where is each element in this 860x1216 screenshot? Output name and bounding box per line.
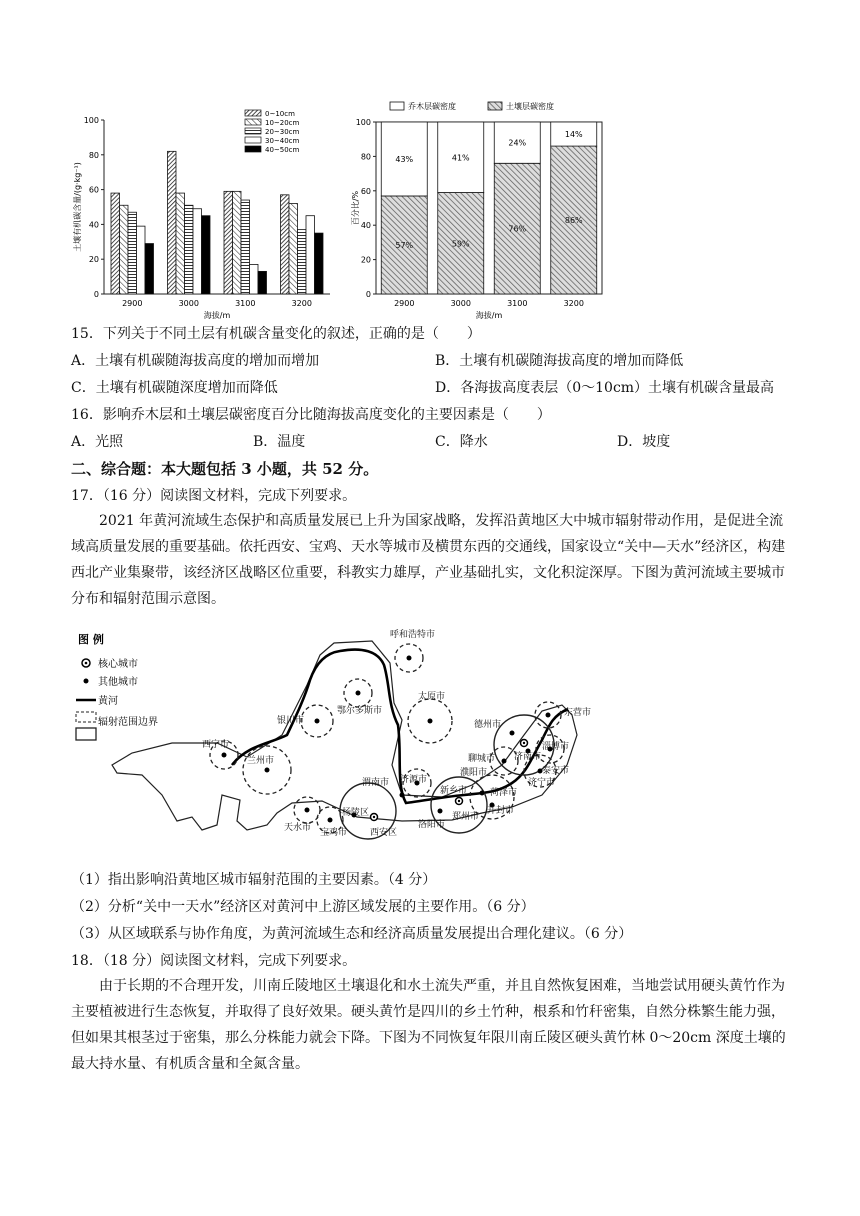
x-tick-label: 3200 (291, 299, 312, 308)
q17-passage: 2021 年黄河流域生态保护和高质量发展已上升为国家战略，发挥沿黄地区大中城市辐射带动作用，是促进全流域高质量发展的重要基础。依托西安、宝鸡、天水等城市及横贯东西的交通线，国家设立“关中—天水”经济区，构建西北产业集聚带，该经济区战略区位重要，科教实力雄厚，产业基础扎实，文化积淀深厚。下图为黄河流域主要城市分布和辐射范围示意图。 (71, 513, 786, 607)
bar-2900-40~50cm (145, 244, 154, 294)
bar-3000-40~50cm (202, 216, 211, 294)
q17-sub-3: （3）从区域联系与协作角度，为黄河流域生态和经济高质量发展提出合理化建议。（6 分） (71, 926, 633, 942)
bar-2900-20~30cm (128, 212, 137, 294)
x-tick-label: 3000 (178, 299, 199, 308)
question-18: 18．（18 分）阅读图文材料，完成下列要求。 (71, 953, 357, 969)
y-tick-label: 80 (88, 150, 99, 160)
bar-3200-30~40cm (306, 216, 315, 294)
label-dezhou: 德州市 (474, 720, 502, 730)
x-tick-label: 3000 (450, 299, 471, 308)
y-axis-label: 土壤有机碳含量/(g·kg⁻¹) (73, 162, 82, 252)
soil-data-label: 57% (395, 240, 414, 250)
legend-swatch (245, 137, 261, 143)
label-lanzhou: 兰州市 (247, 756, 275, 766)
x-tick-label: 2900 (122, 299, 143, 308)
q17-sub-2: （2）分析“关中一天水”经济区对黄河中上游区域发展的主要作用。（6 分） (71, 899, 535, 915)
q18-passage: 由于长期的不合理开发，川南丘陵地区土壤退化和水土流失严重，并且自然恢复困难，当地尝试用硬头黄竹作为主要植被进行生态恢复，并取得了良好效果。硬头黄竹是四川的乡土竹种，根系和竹秆密集，自然分株繁生能力强，但如果其根茎过于密集，那么分株能力就会下降。下图为不同恢复年限川南丘陵区硬头黄竹林 0～20cm 深度土壤的最大持水量、有机质含量和全氮含量。 (71, 978, 786, 1072)
q15-option-d: D．各海拔高度表层（0～10cm）土壤有机碳含量最高 (435, 380, 775, 396)
y-tick-label: 80 (360, 152, 371, 162)
q17-sub-1: （1）指出影响沿黄地区城市辐射范围的主要因素。（4 分） (71, 872, 437, 888)
q16-option-d: D．坡度 (617, 434, 671, 450)
question-16: 16．影响乔木层和土壤层碳密度百分比随海拔高度变化的主要因素是（ ） (71, 407, 551, 423)
q15-option-b: B．土壤有机碳随海拔高度的增加而降低 (435, 353, 684, 369)
yellow-river-map (72, 625, 632, 840)
legend-other-city: 其他城市 (98, 677, 138, 688)
q16-option-a: A．光照 (71, 434, 124, 450)
label-xian: 西安区 (370, 828, 398, 838)
bar-3200-20~30cm (298, 230, 307, 294)
bar-2900-0~10cm (111, 193, 120, 294)
legend-river: 黄河 (98, 696, 118, 707)
label-xinxiang: 新乡市 (440, 786, 468, 796)
legend-boundary: 辐射范围边界 (98, 717, 158, 728)
x-axis-label: 海拔/m (203, 311, 231, 320)
bar-3100-0~10cm (224, 191, 233, 294)
q15-option-a: A．土壤有机碳随海拔高度的增加而增加 (71, 353, 320, 369)
label-baoji: 宝鸡市 (320, 828, 348, 838)
label-dongying: 东营市 (564, 708, 592, 718)
legend-title: 图 例 (78, 633, 104, 646)
q16-option-c: C．降水 (435, 434, 488, 450)
label-heze: 菏泽市 (490, 788, 518, 798)
legend-swatch (245, 146, 261, 152)
label-tianshui: 天水市 (284, 823, 312, 833)
soil-data-label: 59% (451, 239, 470, 249)
label-kaifeng: 开封市 (487, 806, 515, 816)
bar-3100-20~30cm (241, 200, 250, 294)
legend-core-city: 核心城市 (98, 659, 138, 670)
label-jinan: 济南市 (514, 752, 542, 762)
tree-data-label: 14% (564, 130, 583, 140)
y-tick-label: 20 (88, 255, 99, 265)
basin-outline (112, 641, 577, 830)
bar-2900-30~40cm (137, 226, 146, 294)
section-heading: 二、综合题：本大题包括 3 小题，共 52 分。 (71, 460, 379, 478)
bar-3200-0~10cm (281, 195, 290, 294)
x-tick-label: 2900 (394, 299, 415, 308)
x-tick-label: 3200 (563, 299, 584, 308)
legend-swatch (245, 110, 261, 116)
bar-3000-30~40cm (193, 209, 202, 294)
map-legend (76, 632, 158, 740)
label-zhengzhou: 郑州市 (452, 812, 480, 822)
tree-data-label: 43% (395, 154, 414, 164)
tree-data-label: 24% (508, 138, 527, 148)
y-tick-label: 100 (83, 116, 99, 125)
y-tick-label: 40 (360, 221, 371, 231)
legend-label: 0~10cm (265, 110, 295, 118)
bar-3000-10~20cm (176, 193, 185, 294)
bar-3000-0~10cm (168, 151, 177, 294)
bar-2900-10~20cm (120, 205, 129, 294)
bar-3100-10~20cm (233, 191, 242, 294)
q16-option-b: B．温度 (253, 434, 306, 450)
label-weinan: 渭南市 (362, 778, 390, 788)
label-luoyang: 洛阳市 (418, 820, 446, 830)
bar-3000-20~30cm (185, 205, 194, 294)
legend-swatch (245, 128, 261, 134)
y-tick-label: 40 (88, 220, 99, 230)
q15-option-c: C．土壤有机碳随深度增加而降低 (71, 380, 278, 396)
label-huhehaote: 呼和浩特市 (390, 630, 436, 640)
bar-3200-40~50cm (315, 233, 324, 294)
legend-label: 10~20cm (265, 119, 300, 127)
y-tick-label: 0 (93, 290, 99, 299)
y-tick-label: 60 (360, 186, 371, 196)
label-zibo: 淄博市 (542, 742, 570, 752)
soil-data-label: 76% (508, 224, 527, 234)
legend-swatch (245, 119, 261, 125)
bar-3100-40~50cm (258, 271, 267, 294)
y-axis-label: 百分比/% (351, 190, 360, 226)
label-eerduosi: 鄂尔多斯市 (337, 706, 383, 716)
label-liaocheng: 聊城市 (468, 754, 496, 764)
soil-data-label: 86% (564, 216, 583, 226)
label-taiyuan: 太原市 (418, 692, 446, 702)
label-jining: 济宁市 (528, 778, 556, 788)
question-15: 15．下列关于不同土层有机碳含量变化的叙述，正确的是（ ） (71, 326, 481, 342)
x-tick-label: 3100 (507, 299, 528, 308)
y-tick-label: 60 (88, 185, 99, 195)
legend-label: 40~50cm (265, 146, 300, 154)
label-yinchuan: 银川市 (277, 716, 305, 726)
y-tick-label: 20 (360, 255, 371, 265)
y-tick-label: 100 (355, 118, 371, 127)
legend-label: 20~30cm (265, 128, 300, 136)
soil-carbon-bar-chart (70, 102, 340, 320)
legend-swatch-soil (488, 102, 502, 110)
label-jiyuan: 济源市 (400, 775, 428, 785)
carbon-density-stacked-chart (350, 94, 610, 320)
label-puyang: 濮阳市 (460, 768, 488, 778)
tree-data-label: 41% (451, 153, 470, 163)
label-yangling: 杨陵区 (342, 808, 370, 818)
label-taian: 泰安市 (542, 766, 570, 776)
bar-3100-30~40cm (250, 264, 259, 294)
legend-swatch-tree (390, 102, 404, 110)
label-xining: 西宁市 (202, 740, 230, 750)
x-tick-label: 3100 (235, 299, 256, 308)
legend-label: 30~40cm (265, 137, 300, 145)
x-axis-label: 海拔/m (475, 311, 503, 320)
bar-3200-10~20cm (289, 204, 298, 294)
legend-label-soil: 土壤层碳密度 (506, 102, 554, 111)
y-tick-label: 0 (365, 290, 371, 299)
question-17: 17．（16 分）阅读图文材料，完成下列要求。 (71, 488, 357, 504)
legend-label-tree: 乔木层碳密度 (408, 102, 456, 111)
